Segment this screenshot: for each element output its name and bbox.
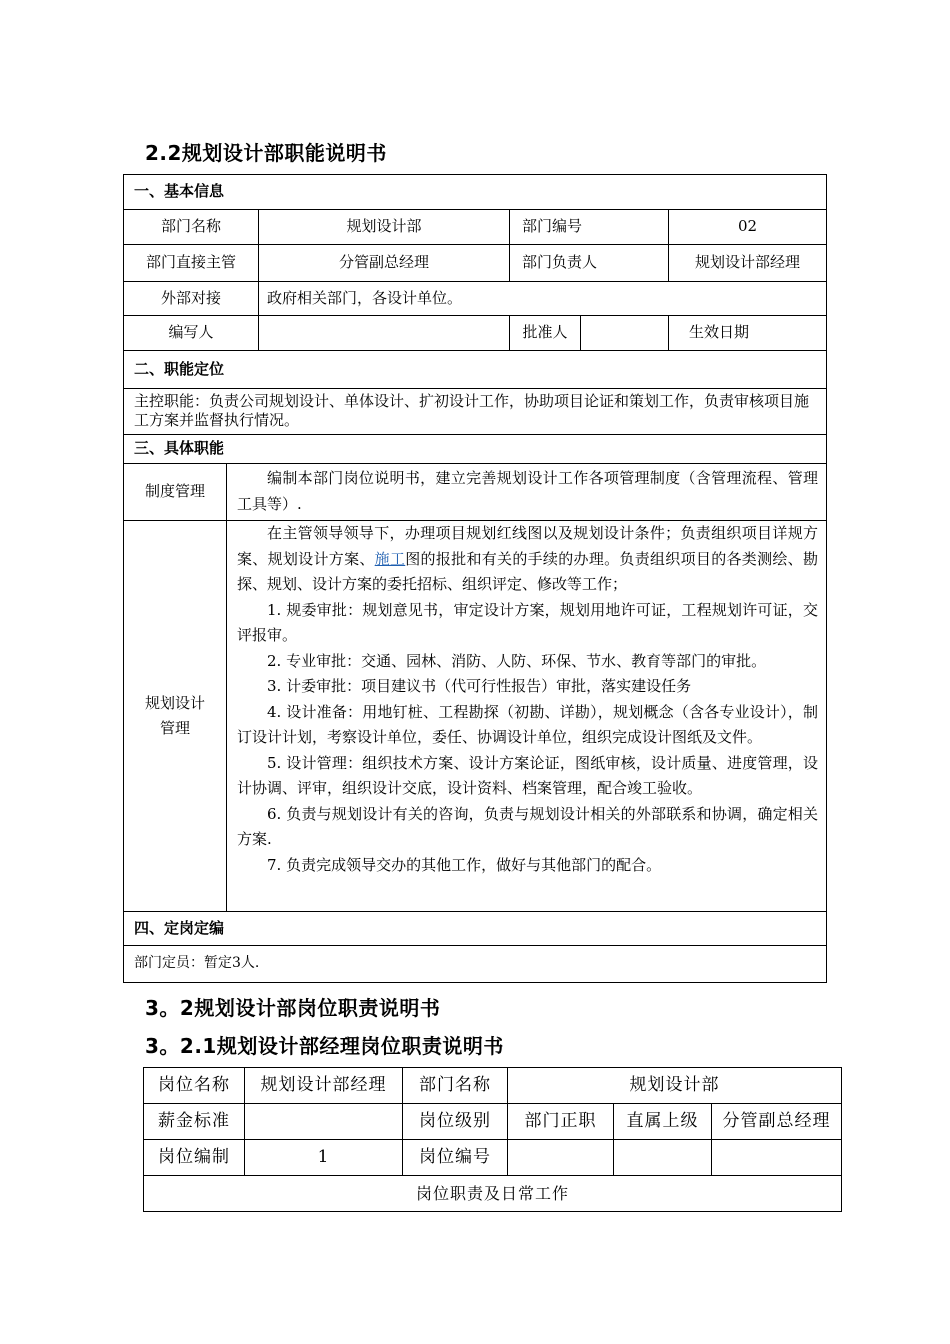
planning-item-6: 6. 负责与规划设计有关的咨询，负责与规划设计相关的外部联系和协调，确定相关方案.	[237, 804, 819, 848]
supervisor-label: 部门直接主管	[124, 245, 259, 282]
dept-function-table	[123, 174, 827, 983]
system-mgmt-text: 编制本部门岗位说明书，建立完善规划设计工作各项管理制度（含管理流程、管理工具等）.	[237, 469, 819, 513]
construction-link[interactable]: 施工	[374, 549, 406, 568]
level-label: 岗位级别	[403, 1104, 508, 1140]
planning-item-1: 1. 规委审批：规划意见书，审定设计方案，规划用地许可证，工程规划许可证，交评报审。	[237, 600, 819, 644]
approver-value	[581, 316, 669, 351]
duties-title: 岗位职责及日常工作	[144, 1176, 842, 1212]
external-label: 外部对接	[124, 282, 259, 316]
section-heading-3-2-1: 3。2.1规划设计部经理岗位职责说明书	[145, 1034, 504, 1058]
post-name-label: 岗位名称	[144, 1068, 245, 1104]
planning-item-4: 4. 设计准备：用地钉桩、工程勘探（初勘、详勘），规划概念（含各专业设计），制订设计计划，考察设计单位，委任、协调设计单位，组织完成设计图纸及文件。	[237, 702, 819, 746]
writer-value	[259, 316, 510, 351]
quota-value: 1	[245, 1140, 403, 1176]
level-value: 部门正职	[508, 1104, 614, 1140]
salary-label: 薪金标准	[144, 1104, 245, 1140]
planning-mgmt-label: 规划设计管理	[124, 521, 227, 912]
planning-item-3: 3. 计委审批：项目建议书（代可行性报告）审批，落实建设任务	[267, 677, 692, 695]
post-duty-table	[143, 1067, 842, 1212]
dept-value: 规划设计部	[508, 1068, 842, 1104]
supervisor-value: 分管副总经理	[259, 245, 510, 282]
section-heading-2-2: 2.2规划设计部职能说明书	[145, 141, 387, 165]
planning-intro: 在主管领导领导下，办理项目规划红线图以及规划设计条件；负责组织项目详规方案、规划设计方案、施工图的报批和有关的手续的办理。负责组织项目的各类测绘、勘探、规划、设计方案的委托招标、组织评定、修改等工作；	[237, 524, 819, 593]
section-staffing: 四、定岗定编	[124, 912, 827, 946]
superior-label: 直属上级	[614, 1104, 712, 1140]
dept-label: 部门名称	[403, 1068, 508, 1104]
empty-cell-2	[712, 1140, 842, 1176]
dept-code-value: 02	[669, 210, 827, 245]
planning-item-5: 5. 设计管理：组织技术方案、设计方案论证，图纸审核，设计质量、进度管理，设计协调、评审，组织设计交底，设计资料、档案管理，配合竣工验收。	[237, 753, 819, 797]
post-code-label: 岗位编号	[403, 1140, 508, 1176]
section-heading-3-2: 3。2规划设计部岗位职责说明书	[145, 996, 441, 1020]
system-mgmt-label: 制度管理	[124, 464, 227, 521]
approver-label: 批准人	[510, 316, 581, 351]
effective-date-label: 生效日期	[669, 316, 827, 351]
post-name-value: 规划设计部经理	[245, 1068, 403, 1104]
section-function-positioning: 二、职能定位	[124, 351, 827, 389]
salary-value	[245, 1104, 403, 1140]
main-function-text: 主控职能：负责公司规划设计、单体设计、扩初设计工作，协助项目论证和策划工作，负责审核项目施工方案并监督执行情况。	[124, 389, 827, 435]
quota-label: 岗位编制	[144, 1140, 245, 1176]
dept-name-value: 规划设计部	[259, 210, 510, 245]
dept-code-label: 部门编号	[510, 210, 669, 245]
writer-label: 编写人	[124, 316, 259, 351]
section-basic-info: 一、基本信息	[124, 175, 827, 210]
dept-name-label: 部门名称	[124, 210, 259, 245]
staffing-text: 部门定员：暂定3人.	[124, 946, 827, 983]
planning-item-7: 7. 负责完成领导交办的其他工作，做好与其他部门的配合。	[267, 855, 662, 874]
superior-value: 分管副总经理	[712, 1104, 842, 1140]
planning-item-2: 2. 专业审批：交通、园林、消防、人防、环保、节水、教育等部门的审批。	[267, 651, 767, 670]
section-specific-functions: 三、具体职能	[124, 435, 827, 464]
dept-head-value: 规划设计部经理	[669, 245, 827, 282]
empty-cell-1	[614, 1140, 712, 1176]
external-value: 政府相关部门，各设计单位。	[259, 282, 827, 316]
post-code-value	[508, 1140, 614, 1176]
dept-head-label: 部门负责人	[510, 245, 669, 282]
